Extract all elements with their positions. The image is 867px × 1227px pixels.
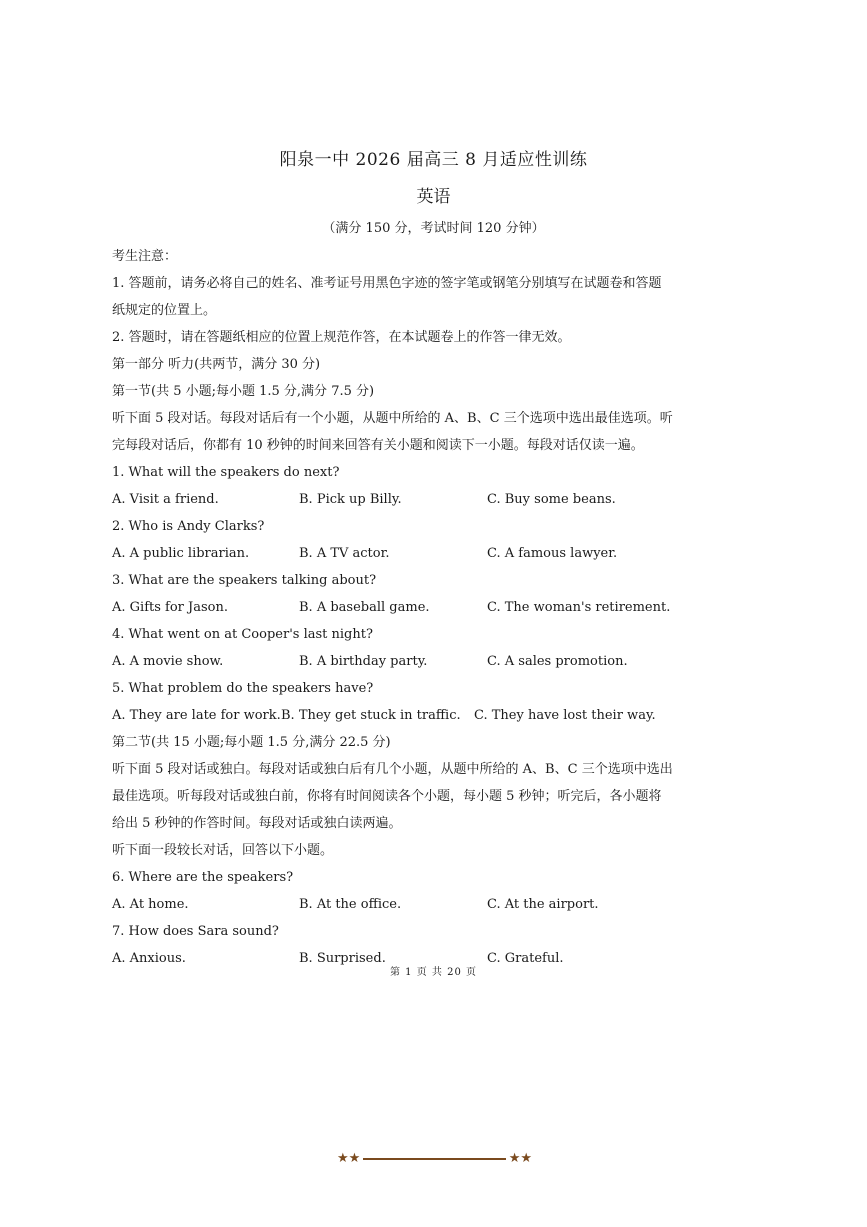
option-a: A. Gifts for Jason. xyxy=(112,600,228,615)
section-1-heading: 第一节(共 5 小题;每小题 1.5 分,满分 7.5 分) xyxy=(112,384,375,399)
question-stem: 6. Where are the speakers? xyxy=(112,870,294,885)
page-number-footer: 第 1 页 共 20 页 xyxy=(390,967,477,978)
option-c: C. They have lost their way. xyxy=(474,708,656,723)
option-b: B. Surprised. xyxy=(299,951,386,966)
option-c: C. Grateful. xyxy=(487,951,564,966)
option-b: B. A birthday party. xyxy=(299,654,428,669)
question-stem: 3. What are the speakers talking about? xyxy=(112,573,377,588)
option-a: A. At home. xyxy=(112,897,189,912)
section-2-instructions-line-2: 最佳选项。听每段对话或独白前，你将有时间阅读各个小题，每小题 5 秒钟；听完后，各小题将 xyxy=(112,789,662,804)
section-2-heading: 第二节(共 15 小题;每小题 1.5 分,满分 22.5 分) xyxy=(112,735,391,750)
section-2-instructions-line-1: 听下面 5 段对话或独白。每段对话或独白后有几个小题，从题中所给的 A、B、C 三个选项中选出 xyxy=(112,762,673,777)
option-b: B. Pick up Billy. xyxy=(299,492,402,507)
question-stem: 2. Who is Andy Clarks? xyxy=(112,519,265,534)
option-a: A. They are late for work. xyxy=(112,708,281,723)
question-stem: 5. What problem do the speakers have? xyxy=(112,681,374,696)
notice-item-1-line-2: 纸规定的位置上。 xyxy=(112,303,217,318)
divider-line xyxy=(363,1158,505,1160)
option-c: C. Buy some beans. xyxy=(487,492,616,507)
section-1-instructions-line-1: 听下面 5 段对话。每段对话后有一个小题，从题中所给的 A、B、C 三个选项中选出最佳选项。听 xyxy=(112,411,673,426)
section-2-sub-instruction: 听下面一段较长对话，回答以下小题。 xyxy=(112,843,334,858)
option-a: A. Anxious. xyxy=(112,951,186,966)
question-options xyxy=(112,702,704,729)
option-b: B. A baseball game. xyxy=(299,600,430,615)
exam-title: 阳泉一中 2026 届高三 8 月适应性训练 xyxy=(279,150,588,170)
section-1-instructions-line-2: 完每段对话后，你都有 10 秒钟的时间来回答有关小题和阅读下一小题。每段对话仅读一遍。 xyxy=(112,438,644,453)
option-a: A. A movie show. xyxy=(112,654,224,669)
option-c: C. A sales promotion. xyxy=(487,654,628,669)
question-stem: 7. How does Sara sound? xyxy=(112,924,279,939)
section-2-instructions-line-3: 给出 5 秒钟的作答时间。每段对话或独白读两遍。 xyxy=(112,816,402,831)
question-options xyxy=(112,648,704,675)
option-c: C. The woman's retirement. xyxy=(487,600,671,615)
option-b: B. A TV actor. xyxy=(299,546,390,561)
star-icon: ★★ xyxy=(508,1151,532,1166)
star-icon: ★★ xyxy=(337,1151,361,1166)
notice-heading: 考生注意： xyxy=(112,249,178,264)
notice-item-2: 2. 答题时，请在答题纸相应的位置上规范作答，在本试题卷上的作答一律无效。 xyxy=(112,330,571,345)
question-options xyxy=(112,594,704,621)
question-options xyxy=(112,540,704,567)
option-b: B. They get stuck in traffic. xyxy=(281,708,461,723)
question-stem: 4. What went on at Cooper's last night? xyxy=(112,627,373,642)
subject-heading: 英语 xyxy=(416,187,451,207)
question-options xyxy=(112,891,704,918)
option-c: C. A famous lawyer. xyxy=(487,546,618,561)
question-stem: 1. What will the speakers do next? xyxy=(112,465,340,480)
exam-body xyxy=(112,243,704,972)
option-b: B. At the office. xyxy=(299,897,402,912)
part-1-heading: 第一部分 听力(共两节，满分 30 分) xyxy=(112,357,321,372)
decorative-divider xyxy=(337,1150,532,1168)
score-note: （满分 150 分，考试时间 120 分钟） xyxy=(322,221,545,236)
notice-item-1-line-1: 1. 答题前，请务必将自己的姓名、准考证号用黑色字迹的签字笔或钢笔分别填写在试题卷和答题 xyxy=(112,276,662,291)
option-c: C. At the airport. xyxy=(487,897,599,912)
question-options xyxy=(112,486,704,513)
option-a: A. A public librarian. xyxy=(112,546,250,561)
option-a: A. Visit a friend. xyxy=(112,492,219,507)
